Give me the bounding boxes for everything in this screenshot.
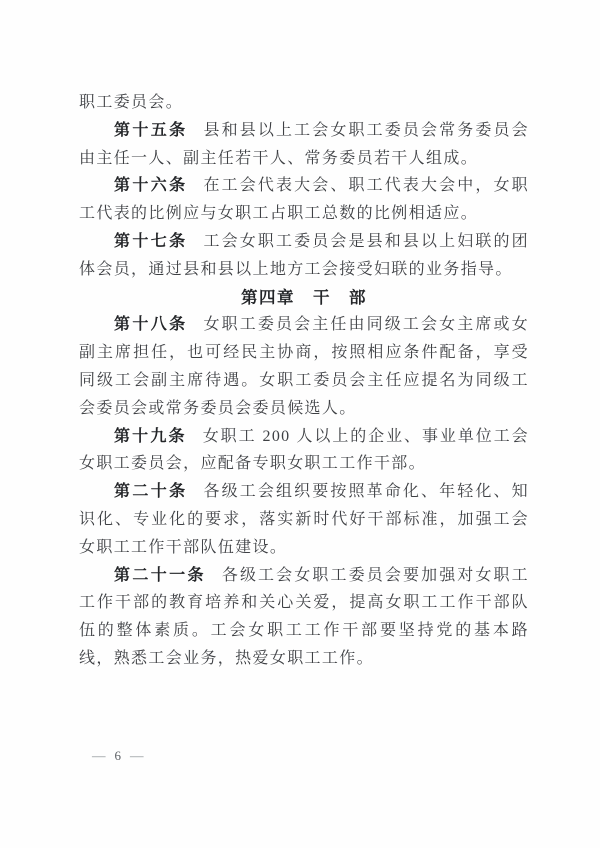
article-16 <box>79 172 529 228</box>
document-body <box>79 89 529 673</box>
article-19 <box>79 423 529 479</box>
article-number: 第十七条 <box>114 232 188 250</box>
article-number: 第二十条 <box>114 483 188 501</box>
article-20 <box>79 478 529 561</box>
article-text: 各级工会组织要按照革命化、年轻化、知识化、专业化的要求，落实新时代好干部标准，加强工会女职工工作干部队伍建设。 <box>79 483 529 556</box>
article-15 <box>79 117 529 173</box>
article-number: 第十五条 <box>114 121 188 139</box>
article-text: 各级工会女职工委员会要加强对女职工工作干部的教育培养和关心关爱，提高女职工工作干部队伍的整体素质。工会女职工工作干部要坚持党的基本路线，熟悉工会业务，热爱女职工工作。 <box>79 566 529 667</box>
article-17 <box>79 228 529 284</box>
article-text: 工会女职工委员会是县和县以上妇联的团体会员，通过县和县以上地方工会接受妇联的业务指导。 <box>79 232 529 278</box>
paragraph-continuation <box>79 89 529 117</box>
page-number: 6 <box>114 748 121 763</box>
footer-right-dash: — <box>130 748 144 763</box>
article-text: 女职工委员会主任由同级工会女主席或女副主席担任，也可经民主协商，按照相应条件配备，享受同级工会副主席待遇。女职工委员会主任应提名为同级工会委员会或常务委员会委员候选人。 <box>79 316 529 417</box>
article-21 <box>79 562 529 673</box>
article-number: 第十八条 <box>114 316 188 334</box>
paragraph-text: 职工委员会。 <box>79 94 184 111</box>
footer-left-dash: — <box>92 748 106 763</box>
article-number: 第十六条 <box>114 177 188 195</box>
chapter-heading: 第四章 干 部 <box>241 287 367 307</box>
article-text: 女职工 200 人以上的企业、事业单位工会女职工委员会，应配备专职女职工工作干部。 <box>79 427 529 473</box>
article-18 <box>79 311 529 422</box>
article-text: 县和县以上工会女职工委员会常务委员会由主任一人、副主任若干人、常务委员若干人组成。 <box>79 121 529 167</box>
article-number: 第十九条 <box>114 427 187 445</box>
article-number: 第二十一条 <box>114 566 206 584</box>
page-number-footer <box>92 748 144 764</box>
article-text: 在工会代表大会、职工代表大会中，女职工代表的比例应与女职工占职工总数的比例相适应。 <box>79 177 529 223</box>
